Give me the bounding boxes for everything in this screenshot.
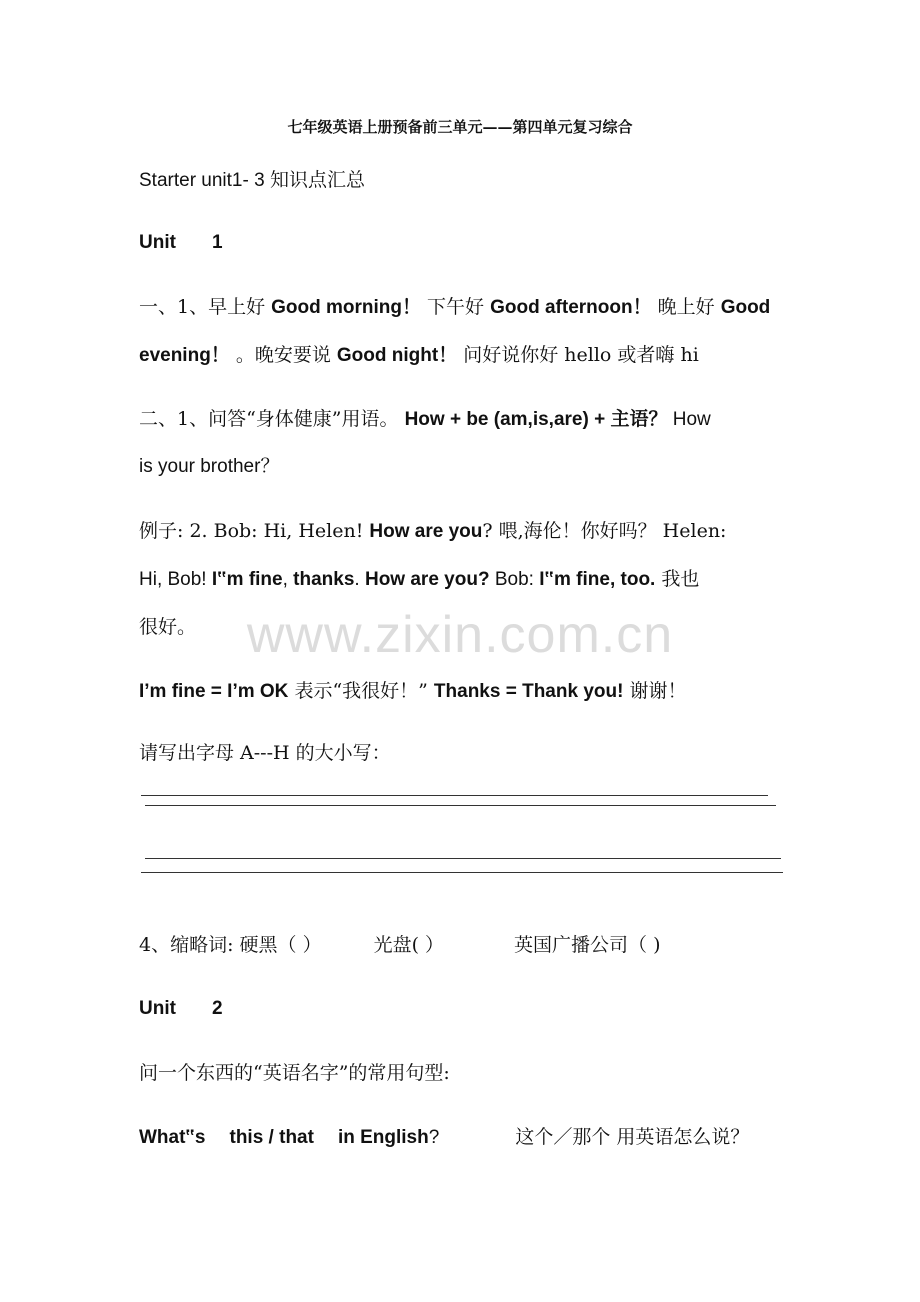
unit1-label: Unit [139,232,176,253]
abbr-hardware: 4、缩略词: 硬黑（ ） [139,934,322,956]
health-question-line-2 [139,455,789,479]
unit2-heading [139,997,789,1021]
example-how-are-you: How are you [369,521,483,542]
q-translation: 这个／那个 用英语怎么说？ [515,1126,750,1148]
greet-good-morning: Good morning！ [271,297,422,318]
unit1-number: 1 [211,232,223,253]
letters-prompt [139,741,789,765]
q-this-that: this / that [229,1127,314,1148]
greet-text-h: 。晚安要说 [229,344,337,366]
greet-text-a: 一、1、早上好 [139,296,272,318]
answer-line-4 [141,872,783,873]
example-text-f: , [282,569,294,590]
example-text-d: Hi, Bob! [139,569,212,590]
fine-text-d: 谢谢！ [623,680,687,702]
health-question-line-1 [139,407,789,432]
example-im-fine-too: I‟m fine, too. [539,569,656,590]
question-intro-text: 问一个东西的“英语名字”的常用句型: [139,1062,450,1084]
subtitle [139,168,789,193]
subtitle-text: Starter unit1- 3 知识点汇总 [139,170,365,191]
abbreviations-line [139,933,789,957]
example-line-1 [139,519,789,544]
example-text-l: 我也 [655,568,700,590]
question-intro [139,1061,789,1085]
unit2-number: 2 [211,998,223,1019]
example-text-j: Bob: [489,569,540,590]
health-text-d: is your brother？ [139,456,280,477]
example-text-a: 例子: 2. Bob: Hi, Helen! [139,520,370,542]
answer-line-1 [141,795,768,796]
health-text-a: 二、1、问答“身体健康”用语。 [139,408,405,430]
example-line-2 [139,567,789,592]
answer-line-3 [145,858,781,859]
greetings-line-2 [139,343,789,368]
example-text-c: ? 喂,海伦！你好吗？ Helen: [482,520,727,542]
thanks-equals-thank-you: Thanks = Thank you! [433,681,624,702]
greet-text-j: 问好说你好 hello 或者嗨 hi [457,344,699,366]
question-pattern-line [139,1125,789,1150]
greet-good: Good [720,297,771,318]
page-title: 七年级英语上册预备前三单元——第四单元复习综合 [287,118,633,136]
example-how-are-you-2: How are you? [364,569,490,590]
example-text-h: . [354,569,365,590]
fine-equals-ok: I’m fine = I’m OK [139,681,289,702]
greet-good-night: Good night！ [336,345,458,366]
greet-evening: evening！ [139,345,230,366]
q-question-mark: ? [428,1127,440,1148]
abbr-cd: 光盘( ） [373,934,445,956]
unit1-heading [139,231,789,255]
fine-text-b: 表示“我很好！” [288,680,434,702]
greet-text-c: 下午好 [421,296,491,318]
q-in-english: in English [337,1127,429,1148]
health-text-c: How [667,409,711,430]
example-im-fine: I‟m fine [211,569,283,590]
fine-equivalence-line [139,679,789,704]
watermark: www.zixin.com.cn [246,606,674,664]
greet-good-afternoon: Good afternoon！ [490,297,652,318]
q-whats: What‟s [139,1127,206,1148]
abbr-bbc: 英国广播公司（ ) [514,934,661,956]
letters-prompt-text: 请写出字母 A---H 的大小写： [139,742,391,764]
greetings-line-1 [139,295,789,320]
answer-line-2 [145,805,776,806]
health-pattern: How + be (am,is,are) + 主语？ [404,409,668,430]
example-text-m: 很好。 [139,616,197,638]
unit2-label: Unit [139,998,176,1019]
example-thanks: thanks [293,569,355,590]
greet-text-e: 晚上好 [651,296,721,318]
